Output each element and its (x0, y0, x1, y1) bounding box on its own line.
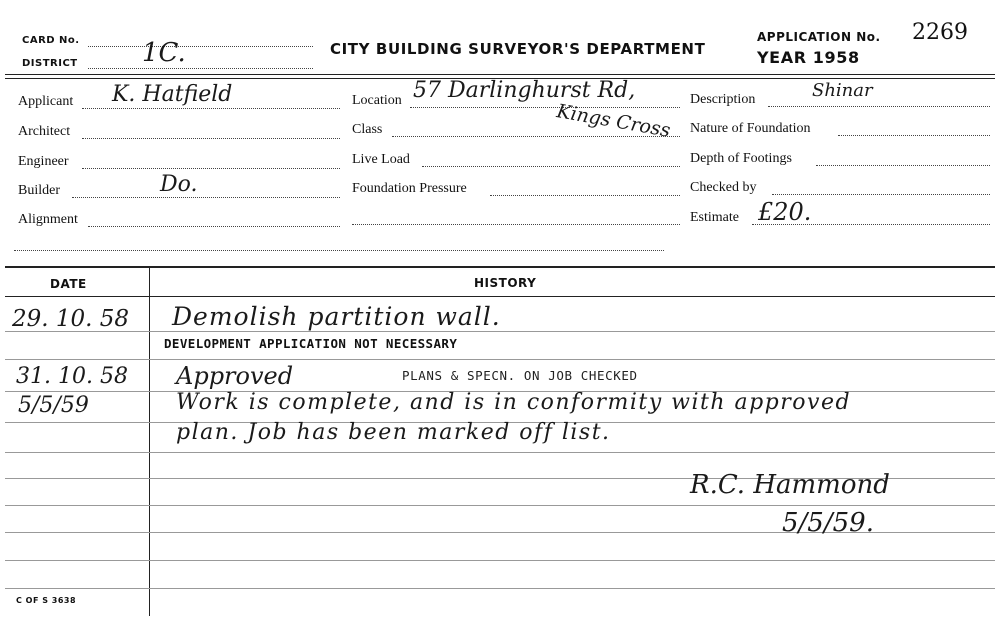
district-line (88, 68, 313, 69)
district-value: 1C. (142, 38, 186, 68)
class-line (392, 136, 680, 137)
history-date-3: 5/5/59 (18, 393, 89, 418)
applicant-line (82, 108, 340, 109)
nature-of-foundation-line (838, 135, 990, 136)
history-top-rule (5, 266, 995, 268)
description-line (768, 106, 990, 107)
checked-by-line (772, 194, 990, 195)
builder-line (72, 197, 340, 198)
department-title: CITY BUILDING SURVEYOR'S DEPARTMENT (330, 40, 706, 58)
live-load-line (422, 166, 680, 167)
architect-label: Architect (18, 124, 71, 139)
card-no-line (88, 46, 313, 47)
builder-value: Do. (160, 172, 198, 197)
development-stamp: DEVELOPMENT APPLICATION NOT NECESSARY (164, 336, 458, 351)
signature: R.C. Hammond (690, 470, 890, 500)
alignment-label: Alignment (18, 212, 78, 227)
depth-of-footings-line (816, 165, 990, 166)
foundation-pressure-line (490, 195, 680, 196)
date-column-divider (149, 266, 150, 616)
applicant-value: K. Hatfield (112, 82, 233, 107)
class-label: Class (352, 122, 383, 137)
location-value: 57 Darlinghurst Rd, (413, 78, 636, 103)
checked-by-label: Checked by (690, 180, 757, 195)
engineer-label: Engineer (18, 154, 69, 169)
location-value-2: Kings Cross (554, 100, 673, 142)
foundation-pressure-label: Foundation Pressure (352, 181, 467, 196)
year-label: YEAR 1958 (757, 48, 860, 67)
application-label: APPLICATION No. (757, 30, 881, 44)
history-header-rule (5, 296, 995, 297)
description-value: Shinar (812, 80, 873, 101)
form-code: C OF S 3638 (16, 596, 77, 605)
location-line (410, 107, 680, 108)
fields-bottom-line (14, 250, 664, 251)
alignment-line (88, 226, 340, 227)
nature-of-foundation-label: Nature of Foundation (690, 121, 811, 136)
engineer-line (82, 168, 340, 169)
history-header: HISTORY (474, 276, 537, 290)
architect-line (82, 138, 340, 139)
estimate-line (752, 224, 990, 225)
district-label: DISTRICT (22, 58, 78, 69)
estimate-label: Estimate (690, 210, 739, 225)
builder-label: Builder (18, 183, 60, 198)
description-label: Description (690, 92, 756, 107)
location-label: Location (352, 93, 402, 108)
history-text-4: plan. Job has been marked off list. (176, 420, 611, 445)
applicant-label: Applicant (18, 94, 74, 109)
live-load-label: Live Load (352, 152, 410, 167)
depth-of-footings-label: Depth of Footings (690, 151, 792, 166)
history-date-2: 31. 10. 58 (16, 364, 128, 389)
history-text-3: Work is complete, and is in conformity with approved (176, 390, 852, 415)
card-no-label: CARD No. (22, 35, 80, 46)
date-header: DATE (50, 277, 87, 291)
application-number: 2269 (912, 20, 968, 45)
column2-extra-line (352, 224, 680, 225)
estimate-value: £20. (758, 198, 812, 226)
plans-checked-stamp: PLANS & SPECN. ON JOB CHECKED (402, 368, 638, 383)
history-text-1: Demolish partition wall. (172, 302, 501, 331)
signature-date: 5/5/59. (782, 508, 874, 538)
history-text-2: Approved (176, 362, 294, 390)
history-date-1: 29. 10. 58 (12, 306, 130, 332)
